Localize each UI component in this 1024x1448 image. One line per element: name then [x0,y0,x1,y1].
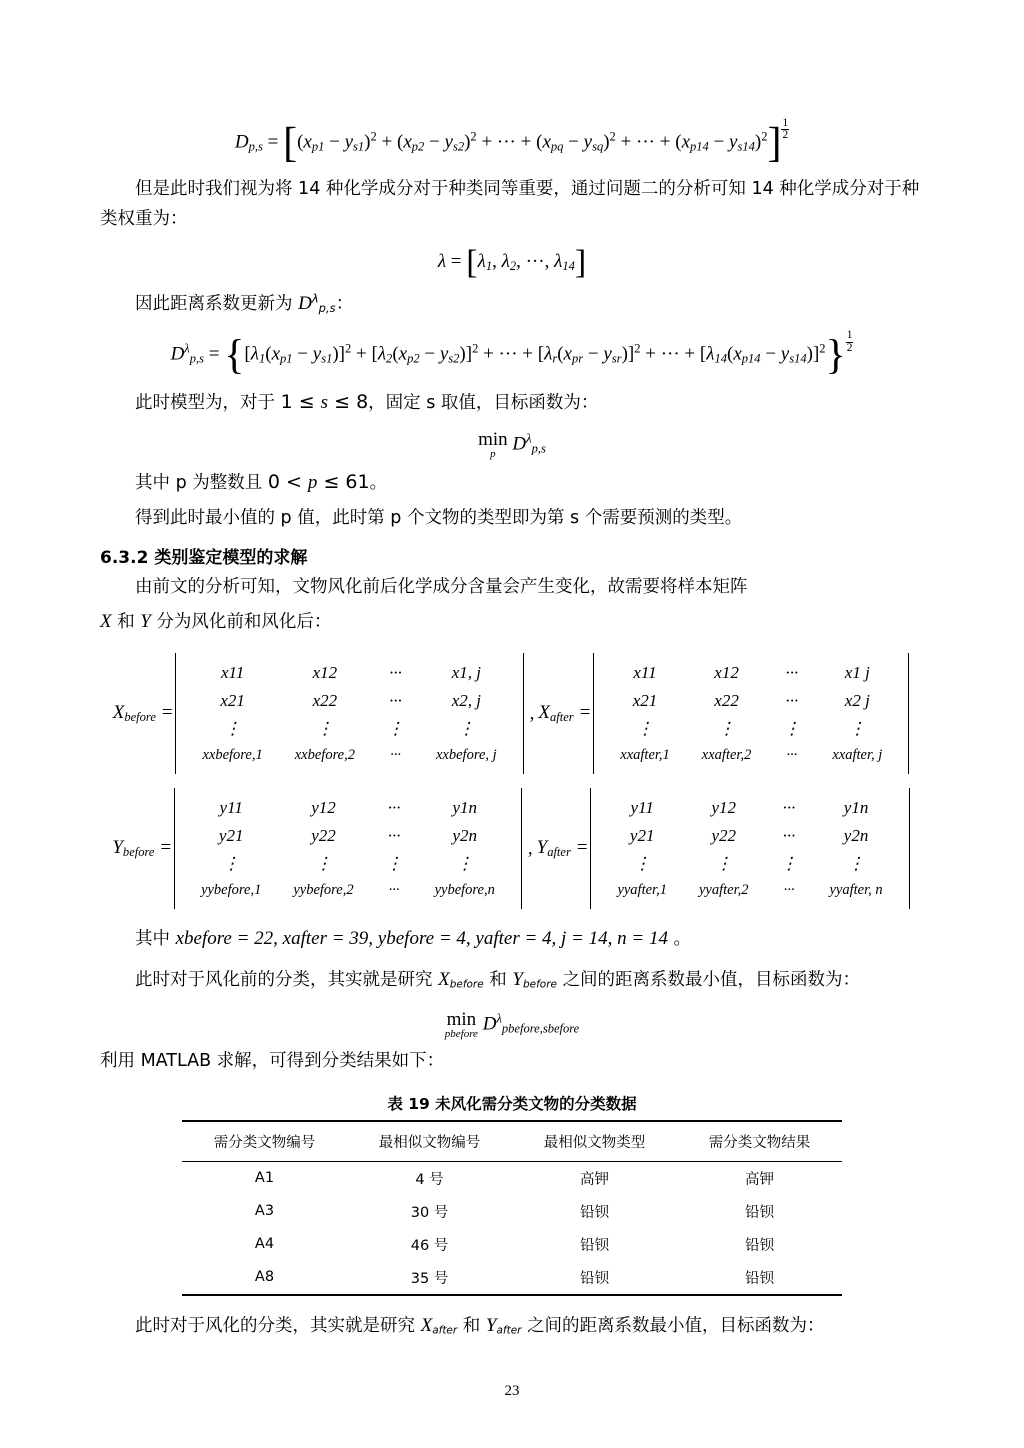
cell-result: 高钾 [745,1171,774,1188]
paragraph-8-b: 和 [489,969,507,990]
section-heading-632: 6.3.2 类别鉴定模型的求解 [100,548,308,569]
table-col-header-0: 需分类文物编号 [213,1134,316,1151]
paragraph-7-prefix: 其中 [135,929,170,950]
paragraph-3-mid: ，固定 s 取值，目标函数为： [368,392,599,413]
equation-distance-coefficient: $D_{p,s} = [(x_{p1} - y_{s1})^2 + (x_{p2} - y_{s2})^2$ + ··· + $(x_{pq} - y_{sq})^2$ + ··· + $(x_{p14} - y_{s14})^2$] $\frac{1}{2}$ [234,117,789,167]
matrix-row-y [100,788,924,909]
paragraph-6b-prefix: 和 [117,612,135,633]
table-col-header-3: 需分类文物结果 [708,1134,811,1151]
matrix-x-after: x11 x12 ··· x1 j x21 x22 ··· x2 j ⋮ ⋮ ⋮ ⋮ xxafter,1 xxafter,2 ··· xxafter, j [593,653,909,774]
cell-artifact-id: A3 [254,1203,275,1220]
paragraph-5: 得到此时最小值的 p 值，此时第 p 个文物的类型即为第 s 个需要预测的类型。 [135,508,743,529]
paragraph-7 [100,923,924,956]
cell-artifact-id: A4 [254,1236,275,1253]
paragraph-7-math: xbefore = 22, xafter = 39, ybefore = 4, yafter = 4, j = 14, n = 14 [175,928,668,950]
paragraph-6 [100,572,924,602]
paragraph-4: 其中 p 为整数且 0 < p ≤ 61。 [135,470,388,493]
paragraph-3-prefix: 此时模型为，对于 [135,392,275,413]
table-header-row [182,1121,842,1162]
cell-similar-type: 铅钡 [580,1237,609,1254]
equation-lambda-vector: $\lambda = [\lambda_1$, $\lambda_2$, ···, $\lambda_{14}$] [437,243,587,281]
table-row [182,1195,842,1228]
table-row [182,1261,842,1295]
paragraph-10-c: 之间的距离系数最小值，目标函数为： [527,1315,825,1336]
paragraph-6-text: 由前文的分析可知，文物风化前后化学成分含量会产生变化，故需要将样本矩阵 [135,577,748,598]
paragraph-10-b: 和 [462,1315,481,1336]
page-number: 23 [504,1383,520,1399]
cell-result: 铅钡 [745,1237,774,1254]
paragraph-4-suffix: 。 [369,472,388,493]
cell-similar-id: 4 号 [415,1171,444,1188]
equation-weighted-distance: $D^\lambda_{p,s} = \{[\lambda_1(x_{p1} - y_{s1})]^2 + [\lambda_2(x_{p2} - y_{s2})]^2$ + ··· + $[\lambda_r(x_{pr} - y_{sr})]^2$ + ··· + $[\lambda_{14}(x_{p14} - y_{s14})]^2$} $\frac{1}{2}$ [170,329,853,379]
equation-min-objective: min p $D^\lambda_{p,s}$ [478,428,546,460]
table-col-header-1: 最相似文物编号 [378,1134,481,1151]
paragraph-4-prefix: 其中 p 为整数且 [135,472,263,493]
matrix-label-y-after: $Y_{after}$ = [536,837,589,860]
cell-artifact-id: A1 [254,1170,275,1187]
paragraph-10: 此时对于风化的分类，其实就是研究 $X_{after}$ 和 $Y_{after}$ 之间的距离系数最小值，目标函数为： [135,1314,825,1337]
paragraph-2-suffix: ： [335,293,354,314]
matrix-y-before: y11 y12 ··· y1n y21 y22 ··· y2n ⋮ ⋮ ⋮ ⋮ yybefore,1 yybefore,2 ··· yybefore,n [174,788,522,909]
cell-similar-type: 铅钡 [580,1270,609,1287]
matrix-row-x [100,653,924,774]
paragraph-8: 此时对于风化前的分类，其实就是研究 $X_{before}$ 和 $Y_{before}$ 之间的距离系数最小值，目标函数为： [135,968,861,991]
cell-similar-id: 46 号 [410,1237,449,1254]
paragraph-9: 利用 MATLAB 求解，可得到分类结果如下： [100,1050,445,1071]
table-19 [182,1120,842,1296]
paragraph-1: 但是此时我们视为将 14 种化学成分对于种类同等重要，通过问题二的分析可知 14 种化学成分对于种类权重为： [100,178,920,229]
cell-result: 铅钡 [745,1204,774,1221]
matrix-label-x-after: $X_{after}$ = [538,702,592,725]
paragraph-10-a: 此时对于风化的分类，其实就是研究 [135,1315,415,1336]
matrix-y-after: y11 y12 ··· y1n y21 y22 ··· y2n ⋮ ⋮ ⋮ ⋮ yyafter,1 yyafter,2 ··· yyafter, n [590,788,909,909]
paragraph-6b: X 和 Y 分为风化前和风化后： [100,611,332,633]
cell-similar-id: 30 号 [410,1204,449,1221]
paragraph-2: 因此距离系数更新为 $D^\lambda_{p,s}$： [135,291,354,315]
table-19-caption: 表 19 未风化需分类文物的分类数据 [387,1094,637,1113]
cell-result: 铅钡 [745,1270,774,1287]
equation-min-objective-before: min pbefore $D^\lambda_{pbefore,sbefore}$ [444,1008,580,1040]
table-row [182,1228,842,1261]
cell-similar-type: 高钾 [580,1171,609,1188]
matrix-separator-comma: , [529,702,535,724]
cell-similar-type: 铅钡 [580,1204,609,1221]
matrix-label-y-before: $Y_{before}$ = [112,837,173,860]
paragraph-8-a: 此时对于风化前的分类，其实就是研究 [135,969,433,990]
paragraph-6b-suffix: 分为风化前和风化后： [156,612,332,633]
table-row [182,1161,842,1195]
matrix-x-before: x11 x12 ··· x1, j x21 x22 ··· x2, j ⋮ ⋮ ⋮ ⋮ xxbefore,1 xxbefore,2 ··· xxbefore, j [175,653,523,774]
paragraph-8-c: 之间的距离系数最小值，目标函数为： [562,969,861,990]
paragraph-2-prefix: 因此距离系数更新为 [135,293,293,314]
matrix-label-x-before: $X_{before}$ = [112,702,174,725]
paragraph-7-suffix: 。 [673,929,692,950]
paragraph-3: 此时模型为，对于 1 ≤ s ≤ 8，固定 s 取值，目标函数为： [135,390,599,413]
cell-similar-id: 35 号 [410,1270,449,1287]
matrix-separator-comma-2: , [527,837,533,859]
table-col-header-2: 最相似文物类型 [543,1134,646,1151]
cell-artifact-id: A8 [254,1269,275,1286]
